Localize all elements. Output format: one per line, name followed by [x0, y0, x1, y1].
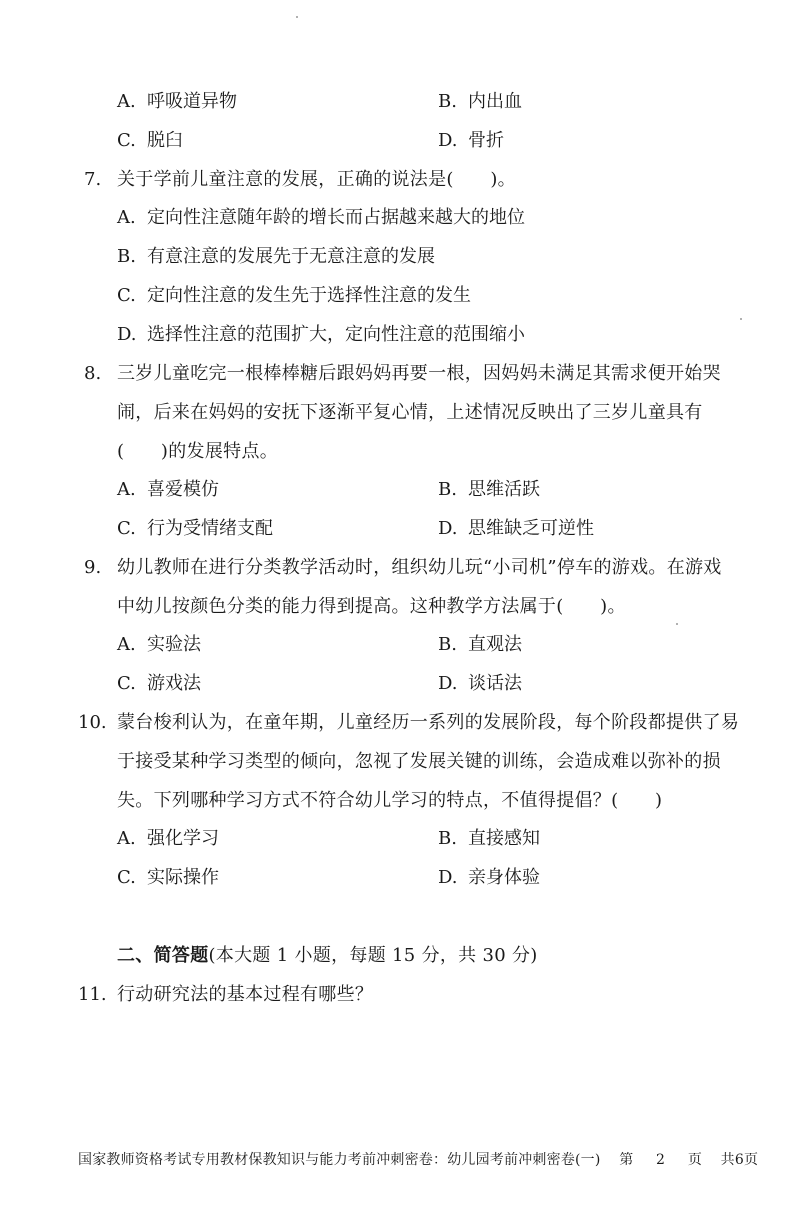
option-a: A. 定向性注意随年龄的增长而占据越来越大的地位: [117, 207, 525, 228]
option-c: C. 定向性注意的发生先于选择性注意的发生: [117, 285, 471, 306]
scan-speck: [740, 318, 742, 320]
scan-speck: [296, 16, 298, 18]
question-stem: 于接受某种学习类型的倾向，忽视了发展关键的训练，会造成难以弥补的损: [117, 751, 721, 772]
question-number: 9.: [84, 557, 102, 578]
footer-total-pages: 共6页: [720, 1152, 759, 1168]
page-footer: [78, 1150, 758, 1170]
question-stem: 行动研究法的基本过程有哪些？: [117, 984, 374, 1005]
option-d: D. 谈话法: [438, 673, 522, 694]
question-stem: ( )的发展特点。: [117, 441, 279, 462]
section-heading: [117, 944, 538, 968]
option-d: D. 思维缺乏可逆性: [438, 518, 594, 539]
option-c: C. 行为受情绪支配: [117, 518, 273, 539]
option-b: B. 思维活跃: [438, 479, 540, 500]
footer-title: 国家教师资格考试专用教材保教知识与能力考前冲刺密卷：幼儿园考前冲刺密卷(一): [78, 1152, 601, 1168]
option-c: C. 脱臼: [117, 130, 183, 151]
option-a: A. 喜爱模仿: [117, 479, 219, 500]
section-title: 二、简答题: [117, 945, 209, 966]
question-number: 7.: [84, 169, 102, 190]
option-d: D. 选择性注意的范围扩大，定向性注意的范围缩小: [117, 324, 525, 345]
option-b: B. 直接感知: [438, 828, 540, 849]
question-stem: 失。下列哪种学习方式不符合幼儿学习的特点，不值得提倡？( ): [117, 790, 663, 811]
option-a: A. 强化学习: [117, 828, 219, 849]
question-number: 10.: [78, 712, 107, 733]
scan-speck: [676, 623, 678, 625]
option-a: A. 实验法: [117, 634, 201, 655]
option-c: C. 实际操作: [117, 867, 219, 888]
option-a: A. 呼吸道异物: [117, 91, 237, 112]
option-d: D. 亲身体验: [438, 867, 540, 888]
option-c: C. 游戏法: [117, 673, 201, 694]
question-number: 11.: [78, 984, 107, 1005]
footer-page-number: 2: [656, 1152, 666, 1168]
option-b: B. 直观法: [438, 634, 522, 655]
footer-page-unit: 页: [687, 1152, 703, 1168]
option-b: B. 内出血: [438, 91, 522, 112]
question-stem: 中幼儿按颜色分类的能力得到提高。这种教学方法属于( )。: [117, 596, 626, 617]
question-stem: 闹，后来在妈妈的安抚下逐渐平复心情，上述情况反映出了三岁儿童具有: [117, 402, 703, 423]
question-stem: 三岁儿童吃完一根棒棒糖后跟妈妈再要一根，因妈妈未满足其需求便开始哭: [117, 363, 721, 384]
question-stem: 蒙台梭利认为，在童年期，儿童经历一系列的发展阶段，每个阶段都提供了易: [117, 712, 740, 733]
question-stem: 关于学前儿童注意的发展，正确的说法是( )。: [117, 169, 516, 190]
question-number: 8.: [84, 363, 102, 384]
question-stem: 幼儿教师在进行分类教学活动时，组织幼儿玩“小司机”停车的游戏。在游戏: [117, 557, 722, 578]
footer-page-label: 第: [619, 1152, 634, 1168]
option-d: D. 骨折: [438, 130, 504, 151]
section-note: (本大题 1 小题，每题 15 分，共 30 分): [208, 945, 538, 966]
option-b: B. 有意注意的发展先于无意注意的发展: [117, 246, 435, 267]
